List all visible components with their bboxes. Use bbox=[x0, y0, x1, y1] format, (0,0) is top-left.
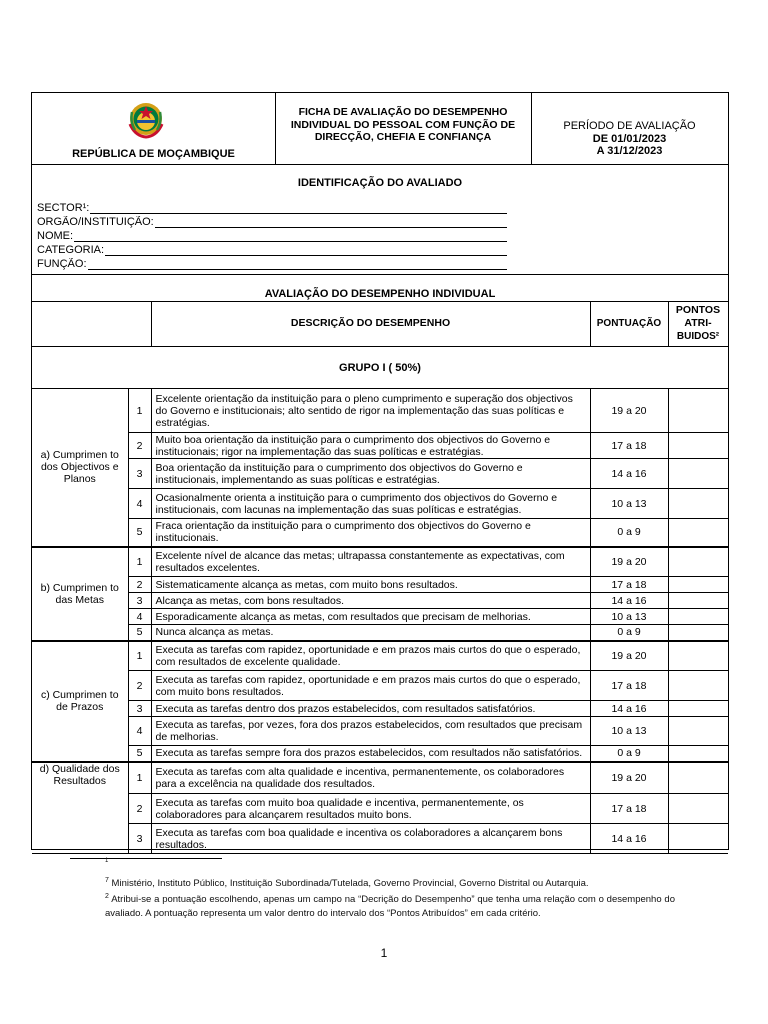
criterion-level-number: 4 bbox=[128, 489, 151, 519]
points-awarded-cell[interactable] bbox=[668, 489, 728, 519]
criterion-score-range: 19 a 20 bbox=[590, 547, 668, 577]
points-awarded-cell[interactable] bbox=[668, 433, 728, 459]
mozambique-emblem-icon bbox=[125, 100, 167, 140]
criterion-level-number: 5 bbox=[128, 519, 151, 547]
field-sector[interactable]: SECTOR¹: bbox=[37, 202, 507, 215]
points-awarded-cell[interactable] bbox=[668, 547, 728, 577]
criterion-score-range: 10 a 13 bbox=[590, 717, 668, 746]
criterion-score-range: 14 a 16 bbox=[590, 593, 668, 609]
points-awarded-cell[interactable] bbox=[668, 625, 728, 641]
criterion-category: c) Cumprimen to de Prazos bbox=[32, 641, 128, 762]
points-awarded-cell[interactable] bbox=[668, 762, 728, 794]
criterion-description: Executa as tarefas, por vezes, fora dos prazos estabelecidos, com resultados que precisam de melhorias. bbox=[151, 717, 590, 746]
criterion-level-number: 1 bbox=[128, 762, 151, 794]
criterion-description: Executa as tarefas com rapidez, oportunidade e em prazos mais curtos do que o esperado, com resultados de excelente qualidade. bbox=[151, 641, 590, 671]
points-awarded-cell[interactable] bbox=[668, 701, 728, 717]
group-title-row: GRUPO I ( 50%) bbox=[32, 345, 728, 389]
table-row bbox=[32, 593, 728, 609]
criterion-description: Executa as tarefas sempre fora dos prazos estabelecidos, com resultados não satisfatórios. bbox=[151, 746, 590, 762]
header-period-cell bbox=[531, 93, 728, 164]
header-republic-cell bbox=[32, 93, 276, 164]
table-row bbox=[32, 459, 728, 489]
criterion-score-range: 17 a 18 bbox=[590, 794, 668, 824]
field-institution[interactable]: ORGÃO/INSTITUIÇÃO: bbox=[37, 216, 507, 229]
criterion-level-number: 5 bbox=[128, 746, 151, 762]
table-row bbox=[32, 641, 728, 671]
criterion-description: Executa as tarefas com boa qualidade e incentiva os colaboradores a alcançarem bons resultados. bbox=[151, 824, 590, 854]
criterion-level-number: 2 bbox=[128, 433, 151, 459]
header-title-cell bbox=[275, 93, 532, 164]
field-category[interactable]: CATEGORIA: bbox=[37, 244, 507, 257]
criterion-description: Fraca orientação da instituição para o cumprimento dos objectivos do Governo e institucionais. bbox=[151, 519, 590, 547]
criterion-level-number: 2 bbox=[128, 671, 151, 701]
column-header-row bbox=[32, 301, 728, 347]
criterion-description: Esporadicamente alcança as metas, com resultados que precisam de melhorias. bbox=[151, 609, 590, 625]
criterion-level-number: 3 bbox=[128, 701, 151, 717]
criterion-level-number: 2 bbox=[128, 794, 151, 824]
criterion-level-number: 3 bbox=[128, 824, 151, 854]
table-row bbox=[32, 547, 728, 577]
criterion-category: b) Cumprimen to das Metas bbox=[32, 547, 128, 641]
criterion-score-range: 0 a 9 bbox=[590, 625, 668, 641]
page-number: 1 bbox=[380, 946, 388, 960]
evaluation-section-title: AVALIAÇÃO DO DESEMPENHO INDIVIDUAL bbox=[264, 288, 496, 300]
table-row bbox=[32, 794, 728, 824]
criterion-score-range: 0 a 9 bbox=[590, 746, 668, 762]
points-awarded-cell[interactable] bbox=[668, 593, 728, 609]
field-function[interactable]: FUNÇÃO: bbox=[37, 258, 507, 271]
table-row bbox=[32, 717, 728, 746]
criterion-description: Nunca alcança as metas. bbox=[151, 625, 590, 641]
criterion-category: d) Qualidade dos Resultados bbox=[32, 762, 128, 854]
criterion-description: Muito boa orientação da instituição para o cumprimento dos objectivos do Governo e institucionais; rigor na implementação das suas políticas e estratégias. bbox=[151, 433, 590, 459]
criterion-score-range: 10 a 13 bbox=[590, 489, 668, 519]
criterion-description: Executa as tarefas com alta qualidade e incentiva, permanentemente, os colaboradores para a excelência na qualidade dos resultados. bbox=[151, 762, 590, 794]
criterion-category: a) Cumprimen to dos Objectivos e Planos bbox=[32, 389, 128, 547]
points-awarded-cell[interactable] bbox=[668, 824, 728, 854]
criterion-score-range: 10 a 13 bbox=[590, 609, 668, 625]
criterion-score-range: 14 a 16 bbox=[590, 824, 668, 854]
criterion-score-range: 0 a 9 bbox=[590, 519, 668, 547]
criterion-level-number: 3 bbox=[128, 459, 151, 489]
criterion-level-number: 4 bbox=[128, 717, 151, 746]
col-points-header: PONTOS ATRI- BUIDOS² bbox=[675, 304, 721, 342]
col-score-header: PONTUAÇÃO bbox=[596, 318, 662, 329]
criteria-table bbox=[32, 388, 728, 854]
criterion-description: Boa orientação da instituição para o cumprimento dos objectivos do Governo e institucionais, implementando as suas políticas e estratégias. bbox=[151, 459, 590, 489]
points-awarded-cell[interactable] bbox=[668, 671, 728, 701]
table-row bbox=[32, 762, 728, 794]
criterion-level-number: 1 bbox=[128, 389, 151, 433]
table-row bbox=[32, 625, 728, 641]
criterion-description: Executa as tarefas dentro dos prazos estabelecidos, com resultados satisfatórios. bbox=[151, 701, 590, 717]
criterion-score-range: 19 a 20 bbox=[590, 389, 668, 433]
republic-name: REPÚBLICA DE MOÇAMBIQUE bbox=[72, 148, 235, 160]
criterion-score-range: 17 a 18 bbox=[590, 577, 668, 593]
table-row bbox=[32, 609, 728, 625]
criterion-score-range: 14 a 16 bbox=[590, 459, 668, 489]
points-awarded-cell[interactable] bbox=[668, 641, 728, 671]
identification-section bbox=[32, 164, 728, 275]
criterion-description: Excelente nível de alcance das metas; ultrapassa constantemente as expectativas, com resultados excelentes. bbox=[151, 547, 590, 577]
criterion-score-range: 19 a 20 bbox=[590, 762, 668, 794]
form-frame bbox=[31, 92, 729, 850]
table-row bbox=[32, 577, 728, 593]
criterion-description: Sistematicamente alcança as metas, com muito bons resultados. bbox=[151, 577, 590, 593]
criterion-level-number: 4 bbox=[128, 609, 151, 625]
criterion-score-range: 19 a 20 bbox=[590, 641, 668, 671]
points-awarded-cell[interactable] bbox=[668, 794, 728, 824]
criterion-description: Executa as tarefas com muito boa qualidade e incentiva, permanentemente, os colaboradores para alcançarem resultados muito bons. bbox=[151, 794, 590, 824]
form-title: FICHA DE AVALIAÇÃO DO DESEMPENHO INDIVIDUAL DO PESSOAL COM FUNÇÃO DE DIRECÇÃO, CHEFIA E CONFIANÇA bbox=[290, 106, 516, 143]
points-awarded-cell[interactable] bbox=[668, 519, 728, 547]
footnote-1: $^7$ Ministério, Instituto Público, Instituição Subordinada/Tutelada, Governo Provincial, Governo Distrital ou Autarquia. bbox=[105, 877, 589, 890]
points-awarded-cell[interactable] bbox=[668, 459, 728, 489]
table-row bbox=[32, 824, 728, 854]
criterion-level-number: 2 bbox=[128, 577, 151, 593]
points-awarded-cell[interactable] bbox=[668, 717, 728, 746]
table-row bbox=[32, 433, 728, 459]
table-row bbox=[32, 489, 728, 519]
table-row bbox=[32, 671, 728, 701]
criterion-score-range: 17 a 18 bbox=[590, 671, 668, 701]
evaluation-period: PERÍODO DE AVALIAÇÃO DE 01/01/2023 A 31/12/2023 bbox=[563, 120, 696, 157]
field-name[interactable]: NOME: bbox=[37, 230, 507, 243]
criterion-level-number: 1 bbox=[128, 547, 151, 577]
header-row bbox=[32, 93, 728, 165]
criterion-level-number: 5 bbox=[128, 625, 151, 641]
table-row bbox=[32, 519, 728, 547]
criterion-score-range: 14 a 16 bbox=[590, 701, 668, 717]
identification-title: IDENTIFICAÇÃO DO AVALIADO bbox=[297, 177, 463, 189]
criterion-description: Alcança as metas, com bons resultados. bbox=[151, 593, 590, 609]
col-description-header: DESCRIÇÃO DO DESEMPENHO bbox=[290, 317, 451, 329]
table-row bbox=[32, 389, 728, 433]
criterion-description: Executa as tarefas com rapidez, oportunidade e em prazos mais curtos do que o esperado, com muito bons resultados. bbox=[151, 671, 590, 701]
criterion-level-number: 3 bbox=[128, 593, 151, 609]
points-awarded-cell[interactable] bbox=[668, 389, 728, 433]
criterion-description: Excelente orientação da instituição para o pleno cumprimento e superação dos objectivos do Governo e institucionais; alto sentido de rigor na implementação das suas políticas e estratégias. bbox=[151, 389, 590, 433]
criterion-score-range: 17 a 18 bbox=[590, 433, 668, 459]
points-awarded-cell[interactable] bbox=[668, 746, 728, 762]
footnote-marker: 1 bbox=[105, 858, 109, 864]
table-row bbox=[32, 701, 728, 717]
criterion-level-number: 1 bbox=[128, 641, 151, 671]
points-awarded-cell[interactable] bbox=[668, 609, 728, 625]
points-awarded-cell[interactable] bbox=[668, 577, 728, 593]
footnote-2: $^2$ Atribui-se a pontuação escolhendo, apenas um campo na “Decrição do Desempenho” que tenha uma relação com o desempenho do avaliado. A pontuação representa um valor dentro do intervalo dos “Pontos Atribuídos” em cada critério. bbox=[105, 893, 675, 920]
table-row bbox=[32, 746, 728, 762]
criterion-description: Ocasionalmente orienta a instituição para o cumprimento dos objectivos do Governo e institucionais, com lacunas na implementação das suas políticas e estratégias. bbox=[151, 489, 590, 519]
